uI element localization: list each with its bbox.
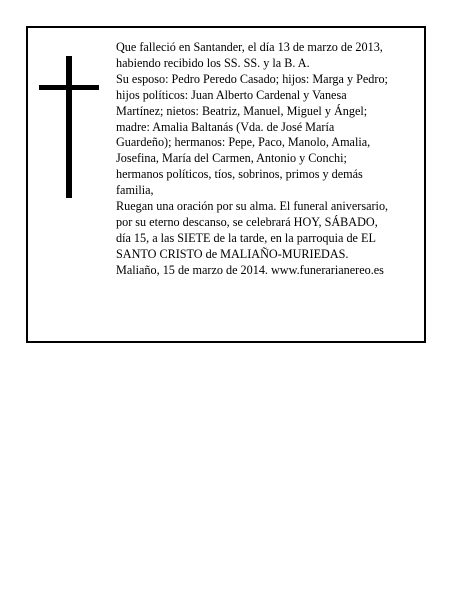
- notice-text: [116, 40, 422, 279]
- text-line: Que falleció en Santander, el día 13 de marzo de 2013,: [116, 40, 383, 54]
- text-line: Josefina, María del Carmen, Antonio y Conchi;: [116, 151, 347, 166]
- funeral-announcement: [116, 199, 422, 263]
- text-line: habiendo recibido los SS. SS. y la B. A.: [116, 55, 310, 70]
- text-line: hermanos políticos, tíos, sobrinos, primos y demás: [116, 167, 363, 182]
- death-announcement: [116, 40, 422, 72]
- family-list: [116, 72, 422, 199]
- text-line: día 15, a las SIETE de la tarde, en la parroquia de EL: [116, 230, 376, 245]
- text-line: Su esposo: Pedro Peredo Casado; hijos: Marga y Pedro;: [116, 71, 388, 86]
- place-date-website: [116, 263, 422, 279]
- cross-vertical-bar: [66, 56, 72, 198]
- text-line: SANTO CRISTO de MALIAÑO-MURIEDAS.: [116, 246, 349, 261]
- text-line: Ruegan una oración por su alma. El funeral aniversario,: [116, 199, 389, 214]
- text-line: Maliaño, 15 de marzo de 2014. www.funerarianereo.es: [116, 262, 384, 277]
- text-line: hijos políticos: Juan Alberto Cardenal y Vanesa: [116, 87, 347, 102]
- text-line: familia,: [116, 183, 154, 198]
- text-line: Martínez; nietos: Beatriz, Manuel, Miguel y Ángel;: [116, 103, 368, 118]
- cross-horizontal-bar: [39, 85, 99, 90]
- text-line: por su eterno descanso, se celebrará HOY, SÁBADO,: [116, 214, 378, 229]
- text-line: madre: Amalia Baltanás (Vda. de José María: [116, 119, 335, 134]
- text-line: Guardeño); hermanos: Pepe, Paco, Manolo, Amalia,: [116, 135, 371, 150]
- obituary-notice: [26, 26, 426, 343]
